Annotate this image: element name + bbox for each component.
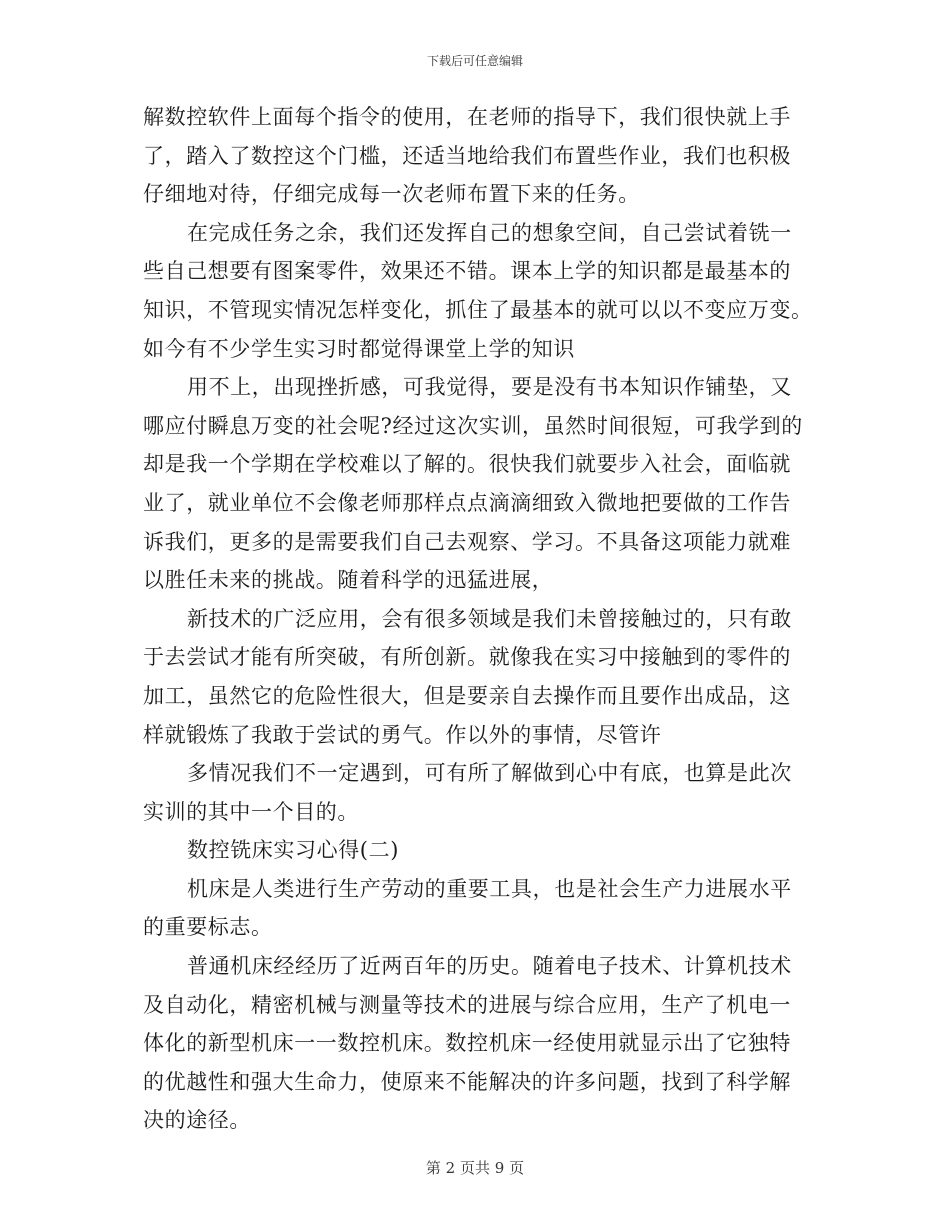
text-line: 业了，就业单位不会像老师那样点点滴滴细致入微地把要做的工作告 <box>143 490 791 515</box>
text-line: 加工，虽然它的危险性很大，但是要亲自去操作而且要作出成品，这 <box>143 683 791 708</box>
text-line: 在完成任务之余，我们还发挥自己的想象空间，自己尝试着铣一 <box>187 220 792 245</box>
text-line: 仔细地对待，仔细完成每一次老师布置下来的任务。 <box>143 182 640 207</box>
text-line: 用不上，出现挫折感，可我觉得，要是没有书本知识作铺垫，又 <box>187 375 792 400</box>
text-line: 知识，不管现实情况怎样变化，抓住了最基本的就可以以不变应万变。 <box>143 297 813 322</box>
text-line: 以胜任未来的挑战。随着科学的迅猛进展， <box>143 568 554 593</box>
text-line: 实训的其中一个目的。 <box>143 799 359 824</box>
text-line: 普通机床经经历了近两百年的历史。随着电子技术、计算机技术 <box>187 954 792 979</box>
section-heading: 数控铣床实习心得(二) <box>187 838 399 863</box>
text-line: 决的途径。 <box>143 1108 251 1133</box>
text-line: 却是我一个学期在学校难以了解的。很快我们就要步入社会，面临就 <box>143 452 791 477</box>
text-line: 样就锻炼了我敢于尝试的勇气。作以外的事情，尽管许 <box>143 722 662 747</box>
text-line: 了，踏入了数控这个门槛，还适当地给我们布置些作业，我们也积极 <box>143 143 791 168</box>
document-body <box>143 98 813 1140</box>
text-line: 于去尝试才能有所突破，有所创新。就像我在实习中接触到的零件的 <box>143 645 791 670</box>
text-line: 的重要标志。 <box>143 915 273 940</box>
text-line: 机床是人类进行生产劳动的重要工具，也是社会生产力进展水平 <box>187 876 792 901</box>
page-number: 第 2 页共 9 页 <box>425 1159 525 1177</box>
text-line: 哪应付瞬息万变的社会呢?经过这次实训，虽然时间很短，可我学到的 <box>143 413 803 438</box>
text-line: 些自己想要有图案零件，效果还不错。课本上学的知识都是最基本的 <box>143 259 791 284</box>
page-header: 下载后可任意编辑 <box>426 54 523 68</box>
text-line: 的优越性和强大生命力，使原来不能解决的许多问题，找到了科学解 <box>143 1069 791 1094</box>
text-line: 新技术的广泛应用，会有很多领域是我们未曾接触过的，只有敢 <box>187 606 792 631</box>
text-line: 解数控软件上面每个指令的使用，在老师的指导下，我们很快就上手 <box>143 105 791 129</box>
text-line: 诉我们，更多的是需要我们自己去观察、学习。不具备这项能力就难 <box>143 529 791 554</box>
text-line: 体化的新型机床一一数控机床。数控机床一经使用就显示出了它独特 <box>143 1031 791 1056</box>
text-line: 如今有不少学生实习时都觉得课堂上学的知识 <box>143 336 575 361</box>
text-line: 多情况我们不一定遇到，可有所了解做到心中有底，也算是此次 <box>187 761 792 786</box>
text-line: 及自动化，精密机械与测量等技术的进展与综合应用，生产了机电一 <box>143 992 791 1017</box>
